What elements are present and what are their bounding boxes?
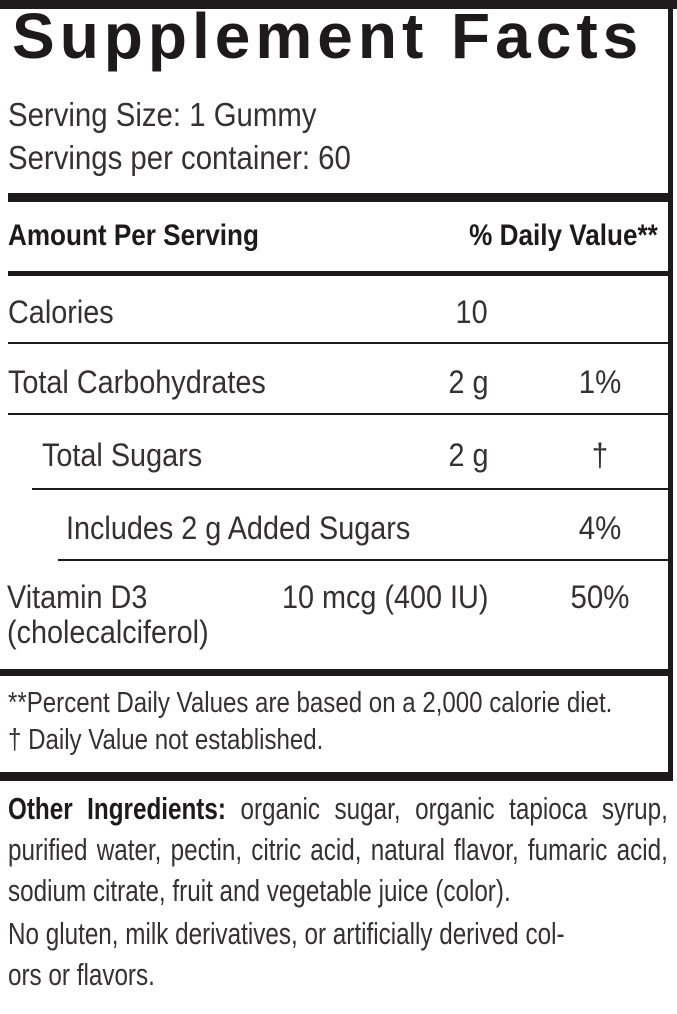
nutrient-name: Calories	[8, 294, 114, 330]
other-ingredients-text: organic sugar, organic tapioca syrup, purified water, pectin, citric acid, natural flavor, fumaric acid, sodium citrate, fruit and vegetable juice (color).	[8, 792, 668, 908]
servings-per-container-text: Servings per container: 60	[8, 139, 351, 176]
nutrient-daily-value: †	[591, 437, 609, 473]
nutrient-daily-value: 4%	[578, 510, 622, 546]
nutrient-amount: 2 g	[447, 364, 488, 400]
label-title: Supplement Facts	[12, 0, 644, 72]
nutrient-name: Includes 2 g Added Sugars	[66, 510, 411, 546]
nutrient-name: Total Sugars	[42, 437, 203, 473]
divider-thin-2	[8, 413, 668, 415]
other-ingredients-paragraph	[8, 789, 668, 912]
table-row-calories	[0, 294, 668, 330]
nutrient-daily-value: 50%	[570, 579, 630, 615]
nutrient-name-line2: (cholecalciferol)	[7, 614, 209, 650]
nutrient-amount: 2 g	[447, 437, 488, 473]
serving-size-text: Serving Size: 1 Gummy	[8, 96, 317, 133]
nutrient-name: Total Carbohydrates	[8, 364, 266, 400]
footnote-daily-values: **Percent Daily Values are based on a 2,000 calorie diet.	[8, 687, 613, 719]
nutrient-daily-value: 1%	[578, 364, 622, 400]
nutrient-amount: 10 mcg (400 IU)	[281, 579, 488, 615]
daily-value-header: % Daily Value**	[469, 219, 658, 252]
table-row-vitamin-d3	[0, 579, 668, 615]
divider-thick-2	[0, 669, 673, 676]
allergen-statement-line2: ors or flavors.	[8, 958, 155, 992]
amount-per-serving-header: Amount Per Serving	[8, 219, 259, 252]
footnote-dagger: † Daily Value not established.	[8, 724, 324, 756]
allergen-statement-line1: No gluten, milk derivatives, or artificially derived col-	[8, 917, 565, 951]
divider-thin-4	[58, 559, 668, 561]
divider-medium-1	[8, 271, 668, 276]
table-row-total-sugars	[0, 437, 668, 473]
nutrient-name: Vitamin D3	[7, 579, 148, 615]
divider-thin-1	[8, 342, 668, 344]
divider-thin-3	[32, 488, 668, 490]
other-ingredients-label: Other Ingredients:	[8, 792, 226, 826]
box-bottom-border	[0, 772, 673, 781]
divider-thick-1	[8, 193, 668, 202]
nutrient-amount: 10	[455, 294, 488, 330]
table-row-total-carbohydrates	[0, 364, 668, 400]
table-row-added-sugars	[0, 510, 668, 546]
table-row-vitamin-d3-line2	[0, 614, 668, 650]
box-right-border	[668, 0, 673, 781]
